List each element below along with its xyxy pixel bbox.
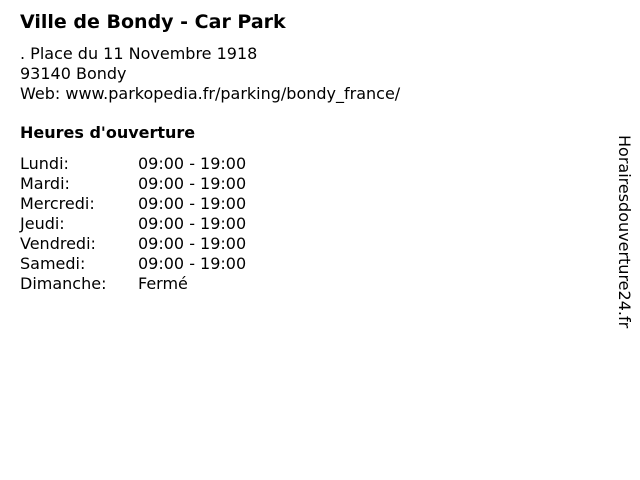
time-value: 09:00 - 19:00 [138,254,247,273]
page-title: Ville de Bondy - Car Park [20,11,286,33]
day-label: Mardi: [20,174,70,193]
day-label: Samedi: [20,254,86,273]
time-value: 09:00 - 19:00 [138,234,247,253]
time-value: 09:00 - 19:00 [138,174,247,193]
hours-row-tuesday [20,174,246,194]
address-block [20,44,400,104]
opening-hours-list [20,154,246,294]
hours-row-friday [20,234,246,254]
time-value: 09:00 - 19:00 [138,194,247,213]
day-label: Jeudi: [20,214,65,233]
hours-row-wednesday [20,194,246,214]
day-label: Vendredi: [20,234,96,253]
address-street: . Place du 11 Novembre 1918 [20,44,258,63]
watermark-text: Horairesdouverture24.fr [615,135,634,329]
hours-row-sunday [20,274,246,294]
hours-row-monday [20,154,246,174]
day-label: Mercredi: [20,194,95,213]
day-label: Dimanche: [20,274,107,293]
time-value: Fermé [138,274,188,293]
side-watermark [612,135,636,345]
hours-row-saturday [20,254,246,274]
opening-hours-heading: Heures d'ouverture [20,123,196,142]
address-city: 93140 Bondy [20,64,127,83]
time-value: 09:00 - 19:00 [138,214,247,233]
time-value: 09:00 - 19:00 [138,154,247,173]
address-website: Web: www.parkopedia.fr/parking/bondy_france/ [20,84,401,103]
hours-row-thursday [20,214,246,234]
day-label: Lundi: [20,154,69,173]
